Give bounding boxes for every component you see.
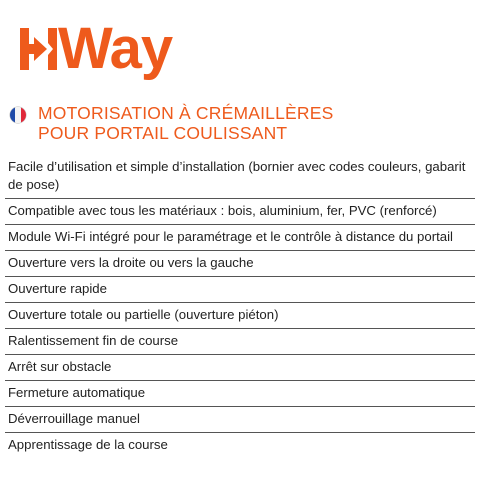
feature-item: Apprentissage de la course [8,437,168,452]
feature-item: Module Wi-Fi intégré pour le paramétrage et le contrôle à distance du portail [5,225,475,251]
feature-item: Compatible avec tous les matériaux : bois, aluminium, fer, PVC (renforcé) [5,199,475,225]
feature-list [5,155,475,458]
logo-text: Way [58,16,173,81]
feature-item: Arrêt sur obstacle [5,355,475,381]
feature-item: Ouverture totale ou partielle (ouverture piéton) [5,303,475,329]
feature-item: Ouverture rapide [5,277,475,303]
feature-item: Fermeture automatique [5,381,475,407]
hway-logo [20,18,172,80]
heading-line-1: MOTORISATION À CRÉMAILLÈRES [38,103,334,123]
heading-title [38,103,334,143]
feature-item: Ouverture vers la droite ou vers la gauche [5,251,475,277]
heading-line-2: POUR PORTAIL COULISSANT [38,123,288,143]
product-heading [10,103,334,143]
feature-item: Ralentissement fin de course [5,329,475,355]
h-arrow-logo-icon [20,28,60,70]
feature-item: Déverrouillage manuel [5,407,475,433]
france-flag-icon [10,107,26,123]
feature-item: Facile d’utilisation et simple d’installation (bornier avec codes couleurs, gabarit de pose) [5,155,475,199]
